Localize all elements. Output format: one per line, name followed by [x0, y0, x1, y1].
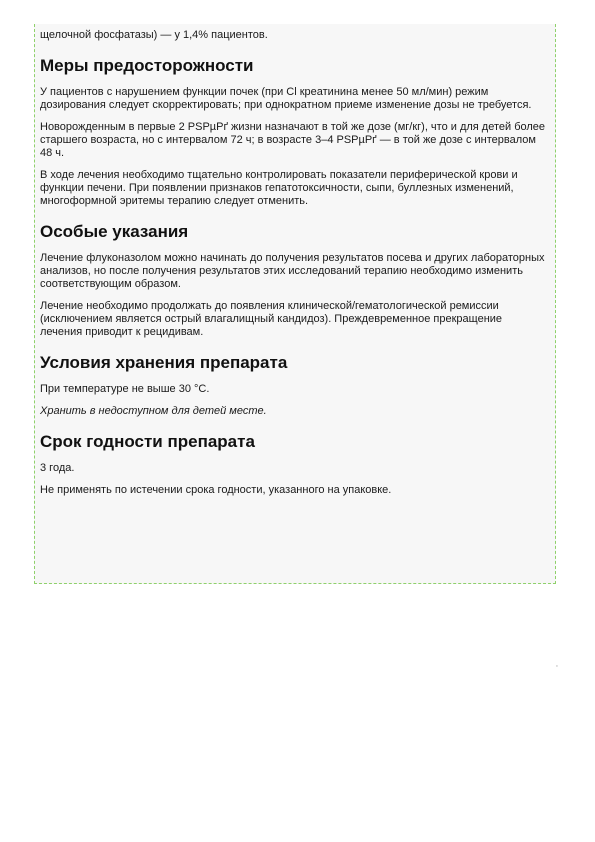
shelf-life-value: 3 года. — [40, 462, 75, 474]
heading-special-instructions: Особые указания — [40, 222, 189, 241]
page-corner-mark: ' — [556, 664, 558, 672]
special-instructions-paragraph-1: Лечение флуконазолом можно начинать до получения результатов посева и других лабораторных анализов, но после получения результатов этих исследований терапию необходимо изменить соответствующим образом. — [40, 252, 545, 290]
document-content — [34, 24, 556, 584]
intro-paragraph: щелочной фосфатазы) — у 1,4% пациентов. — [40, 29, 268, 41]
shelf-life-warning: Не применять по истечении срока годности, указанного на упаковке. — [40, 484, 392, 496]
precautions-paragraph-2: Новорожденным в первые 2 PSPµPґ жизни назначают в той же дозе (мг/кг), что и для детей более старшего возраста, но с интервалом 72 ч; в возрасте 3–4 PSPµPґ — в той же дозе с интервалом 48 ч. — [40, 121, 546, 159]
precautions-paragraph-1: У пациентов с нарушением функции почек (при Cl креатинина менее 50 мл/мин) режим дозирования следует скорректировать; при однократном приеме изменение дозы не требуется. — [40, 86, 532, 111]
precautions-paragraph-3: В ходе лечения необходимо тщательно контролировать показатели периферической крови и функции печени. При появлении признаков гепатотоксичности, сыпи, буллезных изменений, многоформной эритемы терапию следует отменить. — [40, 169, 518, 207]
heading-storage-conditions: Условия хранения препарата — [40, 353, 288, 372]
storage-children-warning: Хранить в недоступном для детей месте. — [40, 405, 267, 417]
special-instructions-paragraph-2: Лечение необходимо продолжать до появления клинической/гематологической ремиссии (исключением является острый влагалищный кандидоз). Преждевременное прекращение лечения приводит к рецидивам. — [40, 300, 503, 338]
storage-temperature: При температуре не выше 30 °С. — [40, 383, 210, 395]
heading-precautions: Меры предосторожности — [40, 56, 254, 75]
heading-shelf-life: Срок годности препарата — [40, 432, 255, 451]
